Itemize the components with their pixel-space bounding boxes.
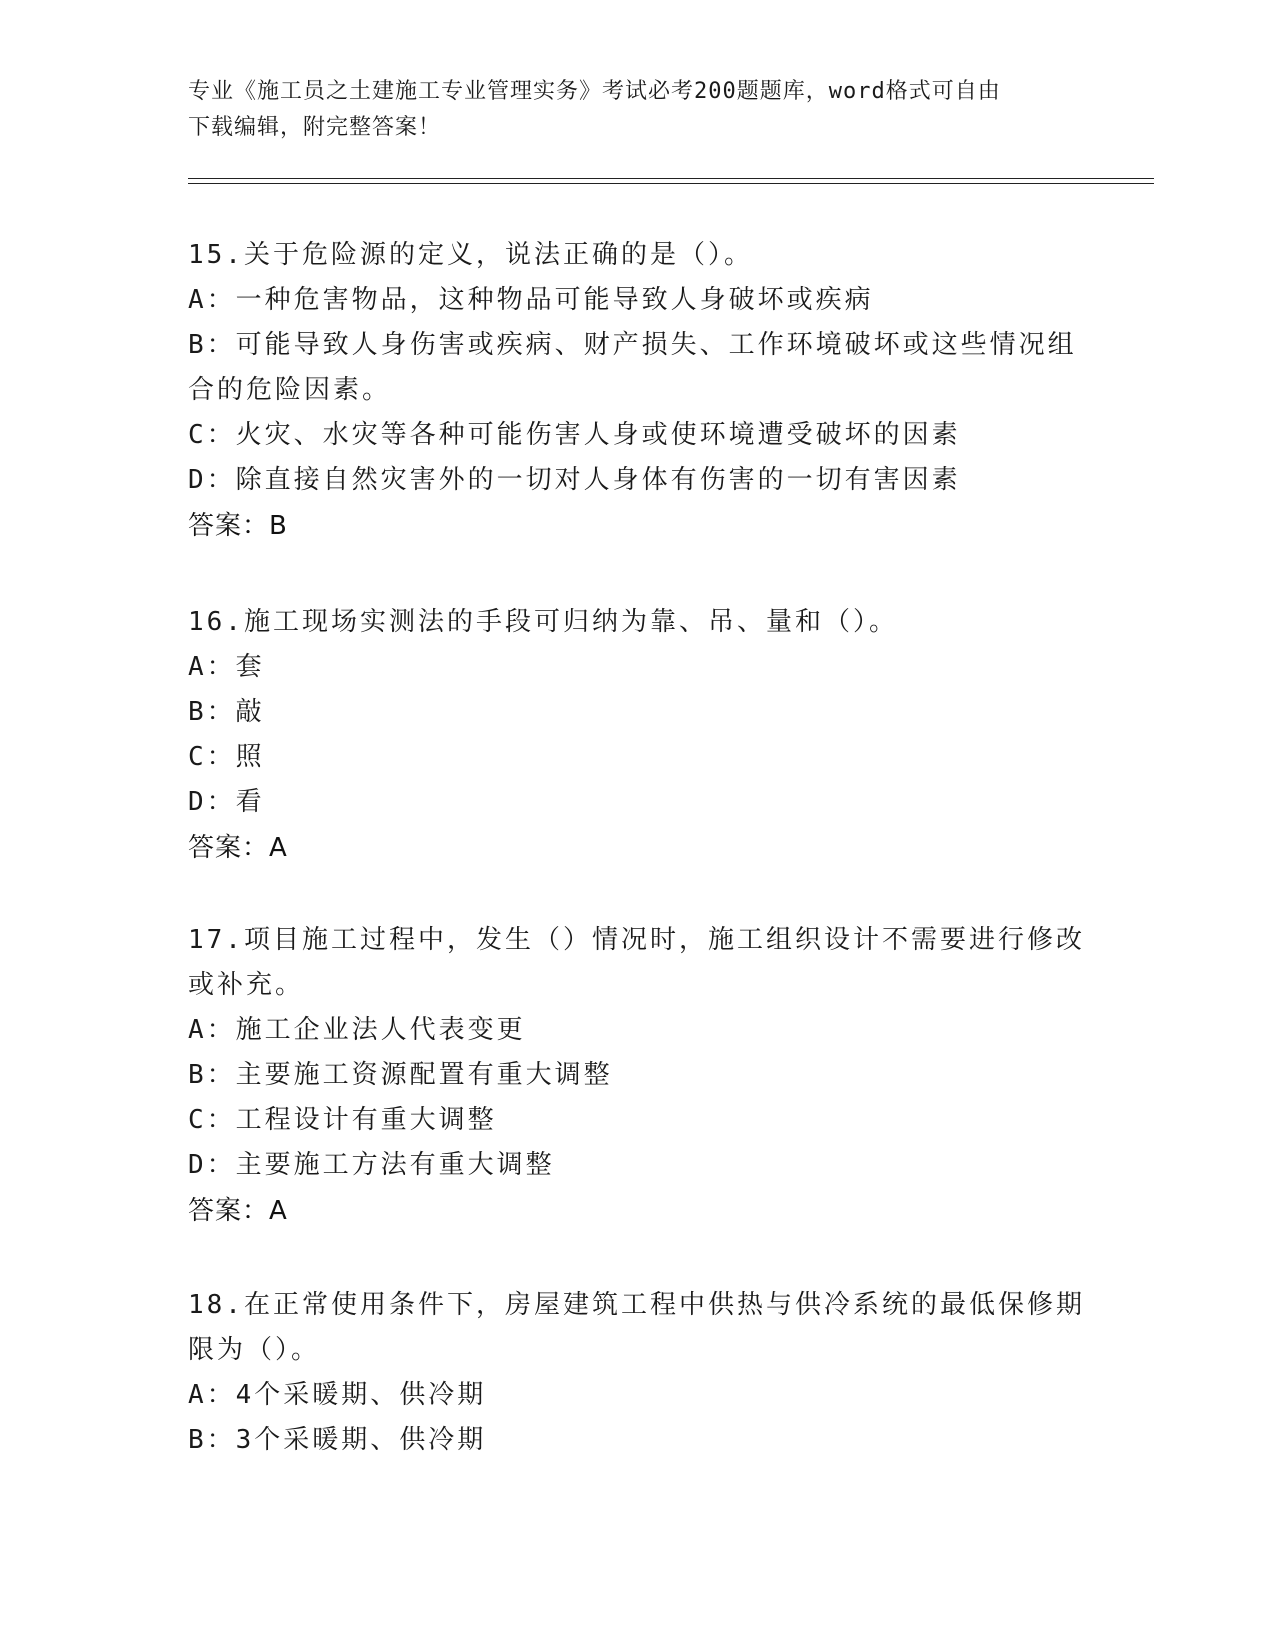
question-18 <box>188 1283 1088 1463</box>
option-a: A：套 <box>188 652 265 682</box>
question-stem-continued: 或补充。 <box>188 970 305 1000</box>
option-d: D：看 <box>188 787 265 817</box>
header-divider-bottom <box>188 183 1154 184</box>
option-c: C：火灾、水灾等各种可能伤害人身或使环境遭受破坏的因素 <box>188 420 961 450</box>
option-c: C：工程设计有重大调整 <box>188 1105 497 1135</box>
answer-label: 答案：B <box>188 511 288 541</box>
question-stem: 16.施工现场实测法的手段可归纳为靠、吊、量和（）。 <box>188 607 898 637</box>
question-17 <box>188 918 1088 1234</box>
option-b: B：敲 <box>188 697 265 727</box>
header-divider-top <box>188 178 1154 179</box>
header-line-2: 下载编辑，附完整答案！ <box>188 115 442 140</box>
option-d: D：主要施工方法有重大调整 <box>188 1150 555 1180</box>
document-header <box>188 74 1088 146</box>
answer-label: 答案：A <box>188 1196 288 1226</box>
option-b: B：主要施工资源配置有重大调整 <box>188 1060 613 1090</box>
question-15 <box>188 233 1088 549</box>
option-c: C：照 <box>188 742 265 772</box>
question-stem: 15.关于危险源的定义，说法正确的是（）。 <box>188 240 753 270</box>
option-a: A：施工企业法人代表变更 <box>188 1015 526 1045</box>
answer-label: 答案：A <box>188 833 288 863</box>
question-stem: 17.项目施工过程中，发生（）情况时，施工组织设计不需要进行修改 <box>188 925 1085 955</box>
option-d: D：除直接自然灾害外的一切对人身体有伤害的一切有害因素 <box>188 465 961 495</box>
header-line-1: 专业《施工员之土建施工专业管理实务》考试必考200题题库，word格式可自由 <box>188 79 1001 104</box>
option-b: B：3个采暖期、供冷期 <box>188 1425 487 1455</box>
option-a: A：4个采暖期、供冷期 <box>188 1380 487 1410</box>
option-b-continued: 合的危险因素。 <box>188 375 392 405</box>
option-b: B：可能导致人身伤害或疾病、财产损失、工作环境破坏或这些情况组 <box>188 330 1077 360</box>
question-stem: 18.在正常使用条件下，房屋建筑工程中供热与供冷系统的最低保修期 <box>188 1290 1085 1320</box>
option-a: A：一种危害物品，这种物品可能导致人身破坏或疾病 <box>188 285 874 315</box>
question-16 <box>188 600 1088 871</box>
question-stem-continued: 限为（）。 <box>188 1335 321 1365</box>
